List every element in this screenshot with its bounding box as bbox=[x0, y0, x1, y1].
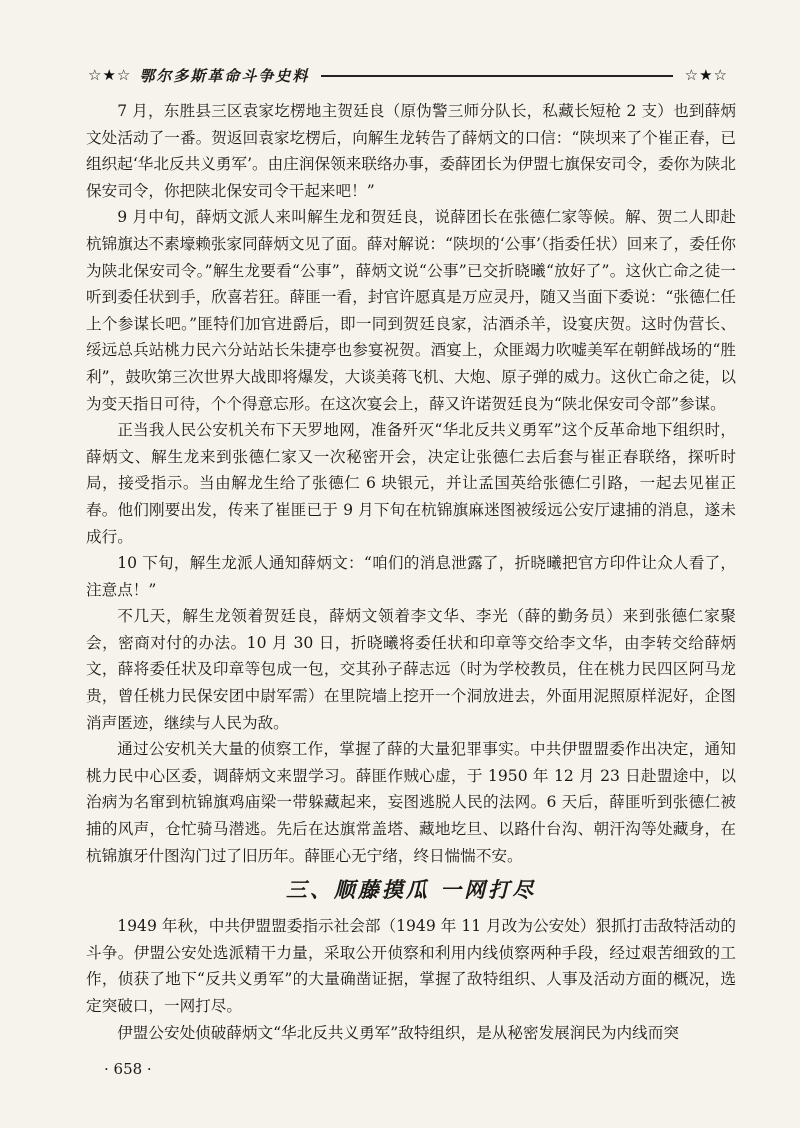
paragraph: 通过公安机关大量的侦察工作，掌握了薛的大量犯罪事实。中共伊盟盟委作出决定，通知桃力民中心区委，调薛炳文来盟学习。薛匪作贼心虚，于 1950 年 12 月 23 日赴盟途中，以治病为名窜到杭锦旗鸡庙梁一带躲藏起来，妄图逃脱人民的法网。6 天后，薛匪听到张德仁被捕的风声，仓忙骑马潜逃。先后在达旗常盖塔、藏地圪旦、以路什台沟、朝汗沟等处藏身，在杭锦旗牙什图沟门过了旧历年。薛匪心无宁绪，终日惴惴不安。 bbox=[86, 740, 736, 865]
header-stars-left: ☆★☆ bbox=[88, 66, 132, 84]
page-body bbox=[86, 98, 736, 1046]
paragraph: 10 下旬，解生龙派人通知薛炳文：“咱们的消息泄露了，折晓曦把官方印件让众人看了，注意点！” bbox=[86, 554, 736, 599]
header-rule bbox=[321, 75, 672, 77]
section-title: 三、顺藤摸瓜 一网打尽 bbox=[285, 877, 537, 903]
running-header bbox=[88, 62, 728, 88]
paragraph: 7 月，东胜县三区袁家圪楞地主贺廷良（原伪警三师分队长，私藏长短枪 2 支）也到薛炳文处活动了一番。贺返回袁家圪楞后，向解生龙转告了薛炳文的口信：“陕坝来了个崔正春，已组织起‘华北反共义勇军’。由庄润保领来联络办事，委薛团长为伊盟七旗保安司令，委你为陕北保安司令，你把陕北保安司令干起来吧！” bbox=[86, 102, 736, 200]
paragraph: 伊盟公安处侦破薛炳文“华北反共义勇军”敌特组织，是从秘密发展润民为内线而突 bbox=[117, 1023, 679, 1042]
paragraph: 不几天，解生龙领着贺廷良，薛炳文领着李文华、李光（薛的勤务员）来到张德仁家聚会，密商对付的办法。10 月 30 日，折晓曦将委任状和印章等交给李文华，由李转交给薛炳文，薛将委任状及印章等包成一包，交其孙子薛志远（时为学校教员，住在桃力民四区阿马龙贵，曾任桃力民保安团中尉军需）在里院墙上挖开一个洞放进去，外面用泥照原样泥好，企图消声匿迹，继续与人民为敌。 bbox=[86, 607, 736, 732]
paragraph: 9 月中旬，薛炳文派人来叫解生龙和贺廷良，说薛团长在张德仁家等候。解、贺二人即赴杭锦旗达不素壕赖张家同薛炳文见了面。薛对解说：“陕坝的‘公事’（指委任状）回来了，委任你为陕北保安司令。”解生龙要看“公事”，薛炳文说“公事”已交折晓曦“放好了”。这伙亡命之徒一听到委任状到手，欣喜若狂。薛匪一看，封官许愿真是万应灵丹，随又当面下委说：“张德仁任上个参谋长吧。”匪特们加官进爵后，即一同到贺廷良家，沽酒杀羊，设宴庆贺。这时伪营长、绥远总兵站桃力民六分站站长朱捷亭也参宴祝贺。酒宴上，众匪竭力吹嘘美军在朝鲜战场的“胜利”，鼓吹第三次世界大战即将爆发，大谈美蒋飞机、大炮、原子弹的威力。这伙亡命之徒，以为变天指日可待，个个得意忘形。在这次宴会上，薛又许诺贺廷良为“陕北保安司令部”参谋。 bbox=[86, 208, 736, 413]
paragraph: 正当我人民公安机关布下天罗地网，准备歼灭“华北反共义勇军”这个反革命地下组织时，薛炳文、解生龙来到张德仁家又一次秘密开会，决定让张德仁去后套与崔正春联络，探听时局，接受指示。当由解龙生给了张德仁 6 块银元，并让孟国英给张德仁引路，一起去见崔正春。他们刚要出发，传来了崔匪已于 9 月下旬在杭锦旗麻迷图被绥远公安厅逮捕的消息，遂未成行。 bbox=[86, 421, 736, 546]
header-title: 鄂尔多斯革命斗争史料 bbox=[139, 66, 310, 85]
header-stars-right: ☆★☆ bbox=[684, 66, 728, 84]
page-number: · 658 · bbox=[104, 1060, 152, 1078]
paragraph: 1949 年秋，中共伊盟盟委指示社会部（1949 年 11 月改为公安处）狠抓打击敌特活动的斗争。伊盟公安处选派精干力量，采取公开侦察和利用内线侦察两种手段，经过艰苦细致的工作，侦获了地下“反共义勇军”的大量确凿证据，掌握了敌特组织、人事及活动方面的概况，选定突破口，一网打尽。 bbox=[86, 917, 736, 1015]
